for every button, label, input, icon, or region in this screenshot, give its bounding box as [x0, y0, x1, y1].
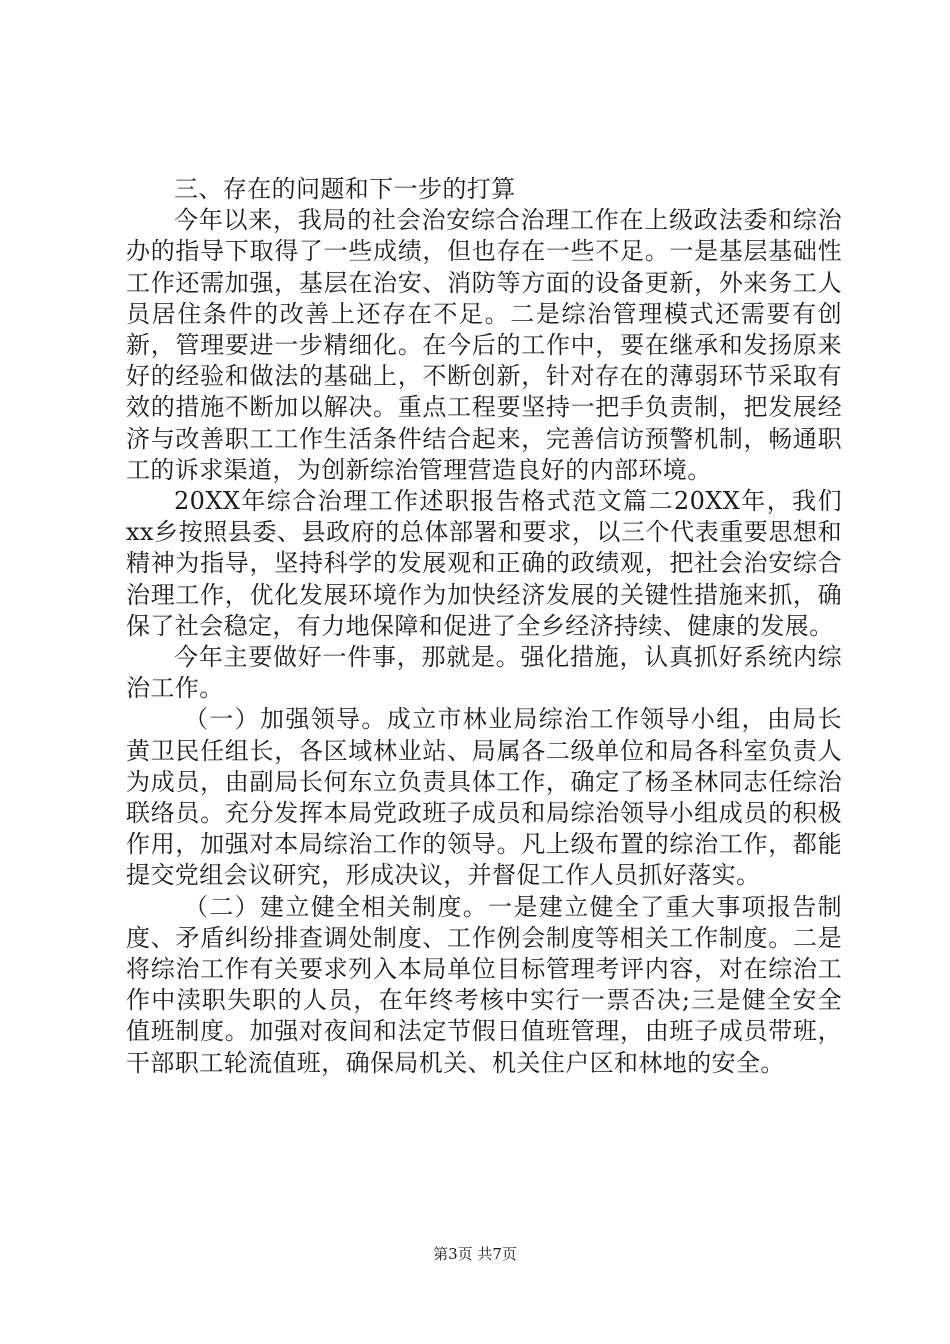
paragraph-report-intro: 20XX年综合治理工作述职报告格式范文篇二20XX年，我们xx乡按照县委、县政府的总体部署和要求，以三个代表重要思想和精神为指导，坚持科学的发展观和正确的政绩观，把社会治安综合治理工作，优化发展环境作为加快经济发展的关键性措施来抓，确保了社会稳定，有力地保障和促进了全乡经济持续、健康的发展。 — [126, 487, 842, 640]
document-body — [126, 174, 842, 1079]
section-heading: 三、存在的问题和下一步的打算 — [174, 175, 516, 203]
page-number-footer: 第3页 共7页 — [433, 1245, 517, 1263]
paragraph-systems: （二）建立健全相关制度。一是建立健全了重大事项报告制度、矛盾纠纷排查调处制度、工作例会制度等相关工作制度。二是将综治工作有关要求列入本局单位目标管理考评内容，对在综治工作中渎职失职的人员，在年终考核中实行一票否决;三是健全安全值班制度。加强对夜间和法定节假日值班管理，由班子成员带班，干部职工轮流值班，确保局机关、机关住户区和林地的安全。 — [126, 892, 842, 1077]
paragraph-leadership: （一）加强领导。成立市林业局综治工作领导小组，由局长黄卫民任组长，各区域林业站、局属各二级单位和局各科室负责人为成员，由副局长何东立负责具体工作，确定了杨圣林同志任综治联络员。充分发挥本局党政班子成员和局综治领导小组成员的积极作用，加强对本局综治工作的领导。凡上级布置的综治工作，都能提交党组会议研究，形成决议，并督促工作人员抓好落实。 — [126, 705, 842, 890]
paragraph-problems: 今年以来，我局的社会治安综合治理工作在上级政法委和综治办的指导下取得了一些成绩，但也存在一些不足。一是基层基础性工作还需加强，基层在治安、消防等方面的设备更新，外来务工人员居住条件的改善上还存在不足。二是综治管理模式还需要有创新，管理要进一步精细化。在今后的工作中，要在继承和发扬原来好的经验和做法的基础上，不断创新，针对存在的薄弱环节采取有效的措施不断加以解决。重点工程要坚持一把手负责制，把发展经济与改善职工工作生活条件结合起来，完善信访预警机制，畅通职工的诉求渠道，为创新综治管理营造良好的内部环境。 — [126, 206, 842, 484]
paragraph-main-task: 今年主要做好一件事，那就是。强化措施，认真抓好系统内综治工作。 — [126, 643, 842, 703]
